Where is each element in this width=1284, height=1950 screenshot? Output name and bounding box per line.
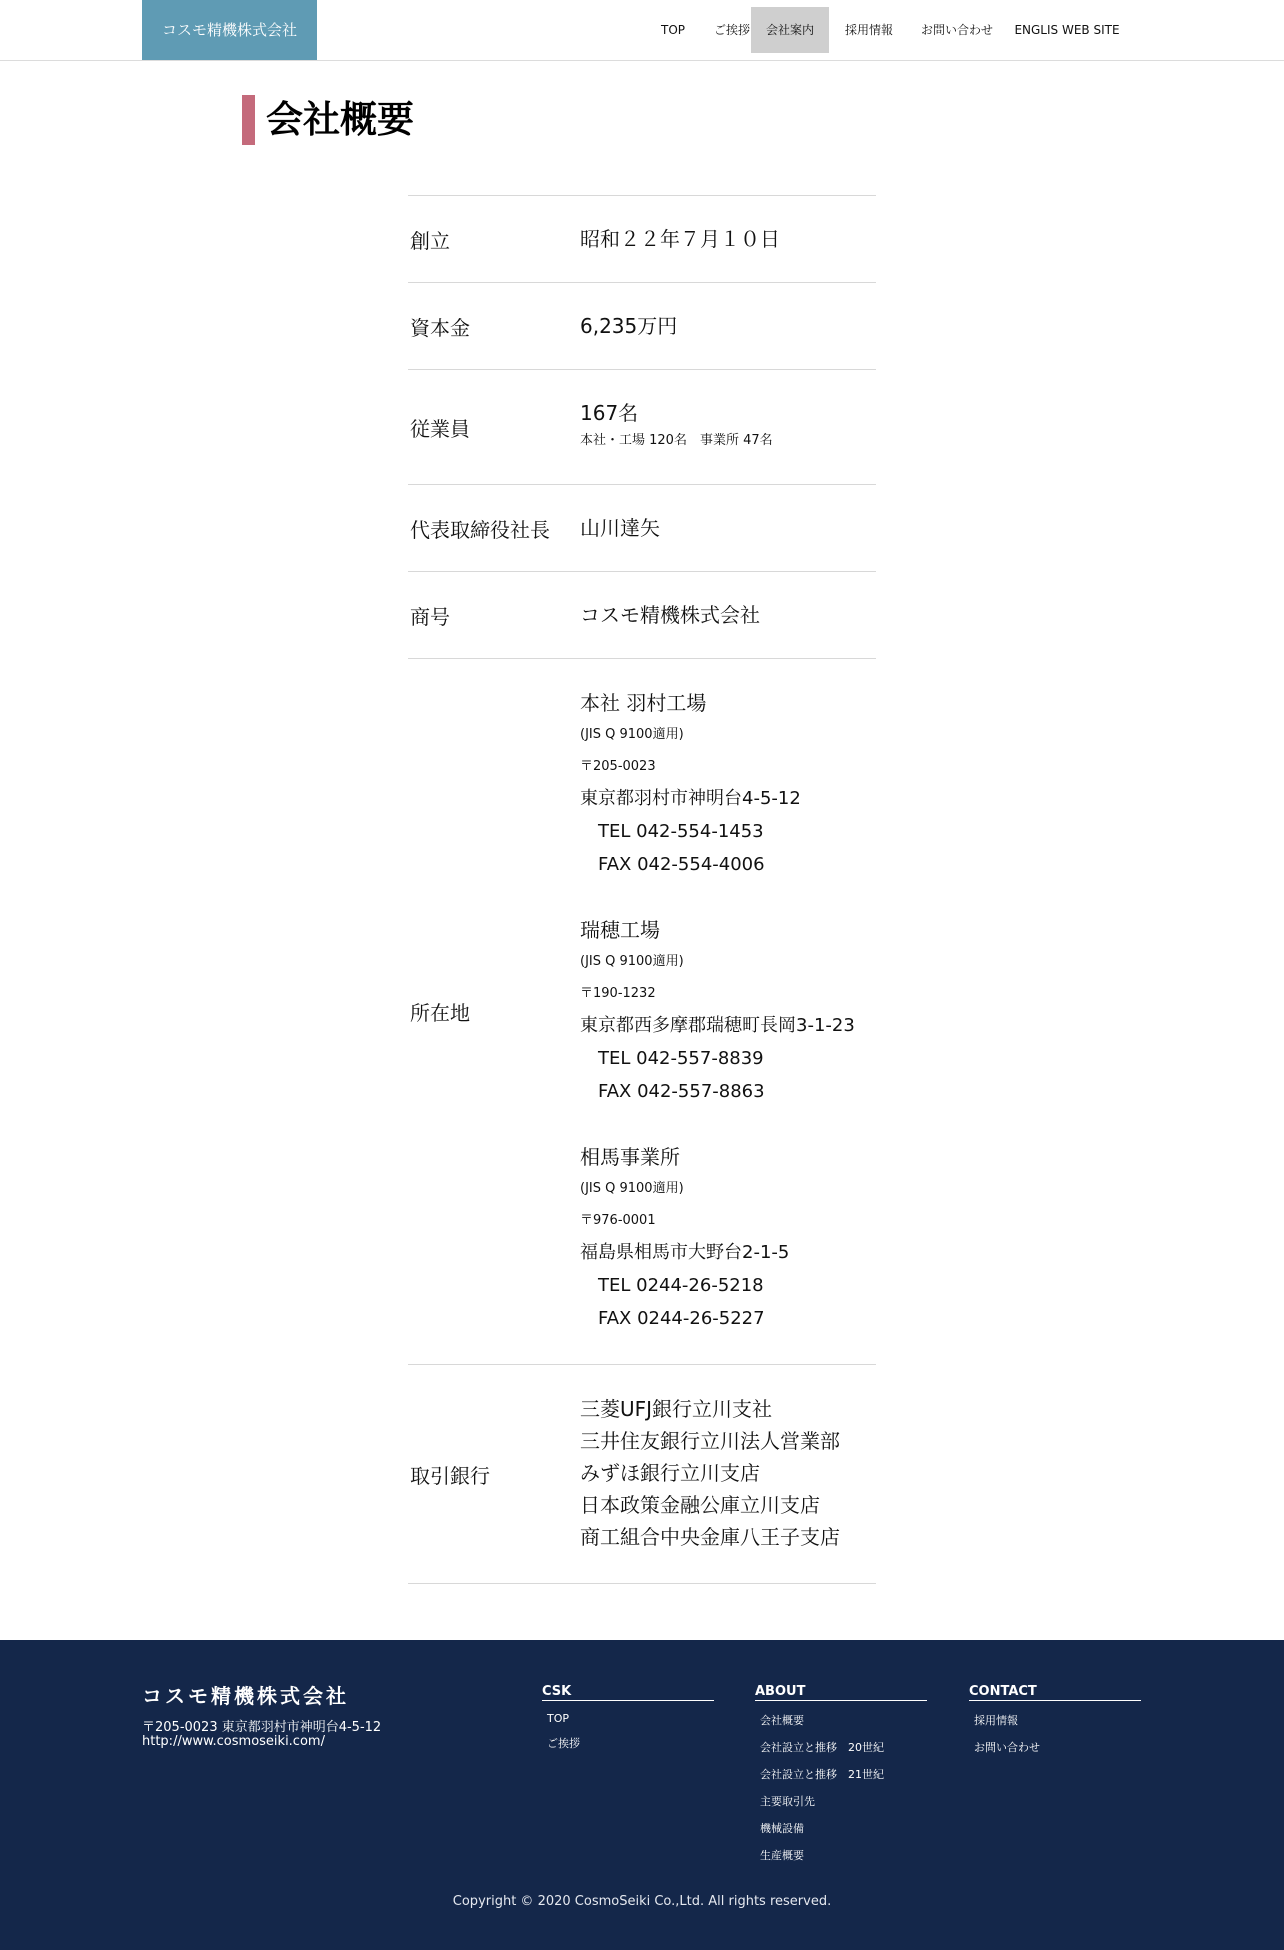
row-label: 取引銀行 — [410, 1463, 490, 1488]
site-header — [0, 0, 1284, 61]
row-subvalue: 本社・工場 120名 事業所 47名 — [580, 433, 773, 448]
location-cert: (JIS Q 9100適用) — [580, 954, 684, 969]
table-row-capital — [408, 282, 876, 369]
location-name: 本社 羽村工場 — [580, 691, 707, 715]
row-value: 6,235万円 — [580, 314, 678, 338]
location-fax: FAX 0244-26-5227 — [598, 1308, 765, 1329]
location-postal: 〒205-0023 — [580, 759, 656, 774]
company-info-table — [408, 195, 876, 1584]
row-value: コスモ精機株式会社 — [580, 603, 760, 627]
footer-column-contact — [969, 1684, 1141, 1761]
footer-link-greeting[interactable]: ご挨拶 — [547, 1737, 580, 1750]
nav-item-contact[interactable]: お問い合わせ — [920, 23, 993, 37]
footer-address: 〒205-0023 東京都羽村市神明台4-5-12 — [142, 1720, 382, 1735]
location-tel: TEL 042-557-8839 — [598, 1048, 764, 1069]
site-logo[interactable]: コスモ精機株式会社 — [142, 0, 317, 60]
table-row-president — [408, 484, 876, 571]
footer-link-clients[interactable]: 主要取引先 — [760, 1795, 815, 1808]
bank-item: みずほ銀行立川支店 — [580, 1461, 760, 1485]
location-cert: (JIS Q 9100適用) — [580, 727, 684, 742]
footer-link-contact[interactable]: お問い合わせ — [974, 1741, 1040, 1754]
location-name: 相馬事業所 — [580, 1145, 680, 1169]
table-row-founded — [408, 195, 876, 282]
table-row-location — [408, 658, 876, 1364]
location-cert: (JIS Q 9100適用) — [580, 1181, 684, 1196]
bank-item: 三井住友銀行立川法人営業部 — [580, 1429, 840, 1453]
nav-item-greeting[interactable]: ご挨拶 — [713, 23, 750, 37]
row-value: 山川達矢 — [580, 516, 660, 540]
bank-item: 三菱UFJ銀行立川支社 — [580, 1397, 773, 1421]
row-value: 昭和２２年７月１０日 — [580, 227, 780, 251]
nav-item-english[interactable]: ENGLIS WEB SITE — [1014, 23, 1120, 37]
footer-column-about — [755, 1684, 927, 1869]
site-footer — [0, 1640, 1284, 1950]
location-postal: 〒976-0001 — [580, 1213, 656, 1228]
location-fax: FAX 042-557-8863 — [598, 1081, 765, 1102]
footer-link-recruit[interactable]: 採用情報 — [974, 1714, 1018, 1727]
row-label: 従業員 — [410, 416, 470, 441]
footer-column-title: CSK — [542, 1684, 714, 1701]
location-address: 福島県相馬市大野台2-1-5 — [580, 1242, 790, 1263]
nav-item-recruit[interactable]: 採用情報 — [844, 23, 893, 37]
row-label: 創立 — [410, 228, 450, 253]
location-name: 瑞穂工場 — [580, 918, 660, 942]
footer-company-name: コスモ精機株式会社 — [142, 1684, 349, 1708]
table-row-tradename — [408, 571, 876, 658]
footer-column-title: CONTACT — [969, 1684, 1141, 1701]
page-title: 会社概要 — [266, 98, 414, 141]
location-address: 東京都羽村市神明台4-5-12 — [580, 788, 801, 809]
footer-link-equipment[interactable]: 機械設備 — [760, 1822, 804, 1835]
footer-url-link[interactable]: http://www.cosmoseiki.com/ — [142, 1734, 325, 1749]
row-label: 所在地 — [410, 1001, 470, 1025]
footer-link-history-20c[interactable]: 会社設立と推移 20世紀 — [760, 1741, 884, 1754]
nav-item-top[interactable]: TOP — [660, 23, 685, 37]
row-label: 代表取締役社長 — [410, 517, 550, 542]
location-tel: TEL 042-554-1453 — [598, 821, 764, 842]
row-label: 資本金 — [410, 315, 470, 340]
table-row-banks — [408, 1364, 876, 1584]
location-fax: FAX 042-554-4006 — [598, 854, 765, 875]
location-tel: TEL 0244-26-5218 — [598, 1275, 764, 1296]
bank-item: 商工組合中央金庫八王子支店 — [580, 1525, 840, 1549]
heading-accent-bar — [242, 95, 255, 145]
footer-column-csk — [542, 1684, 714, 1756]
footer-link-top[interactable]: TOP — [547, 1712, 570, 1725]
copyright: Copyright © 2020 CosmoSeiki Co.,Ltd. All rights reserved. — [452, 1894, 832, 1909]
location-block — [580, 688, 876, 881]
row-label: 商号 — [410, 604, 450, 629]
table-row-employees — [408, 369, 876, 484]
location-block — [580, 915, 876, 1108]
location-address: 東京都西多摩郡瑞穂町長岡3-1-23 — [580, 1015, 855, 1036]
footer-link-overview[interactable]: 会社概要 — [760, 1714, 804, 1727]
footer-column-title: ABOUT — [755, 1684, 927, 1701]
bank-item: 日本政策金融公庫立川支店 — [580, 1493, 820, 1517]
footer-link-production[interactable]: 生産概要 — [760, 1849, 804, 1862]
nav-item-company[interactable]: 会社案内 — [751, 7, 829, 53]
footer-link-history-21c[interactable]: 会社設立と推移 21世紀 — [760, 1768, 884, 1781]
location-postal: 〒190-1232 — [580, 986, 656, 1001]
row-value: 167名 — [580, 401, 639, 425]
location-block — [580, 1142, 876, 1335]
